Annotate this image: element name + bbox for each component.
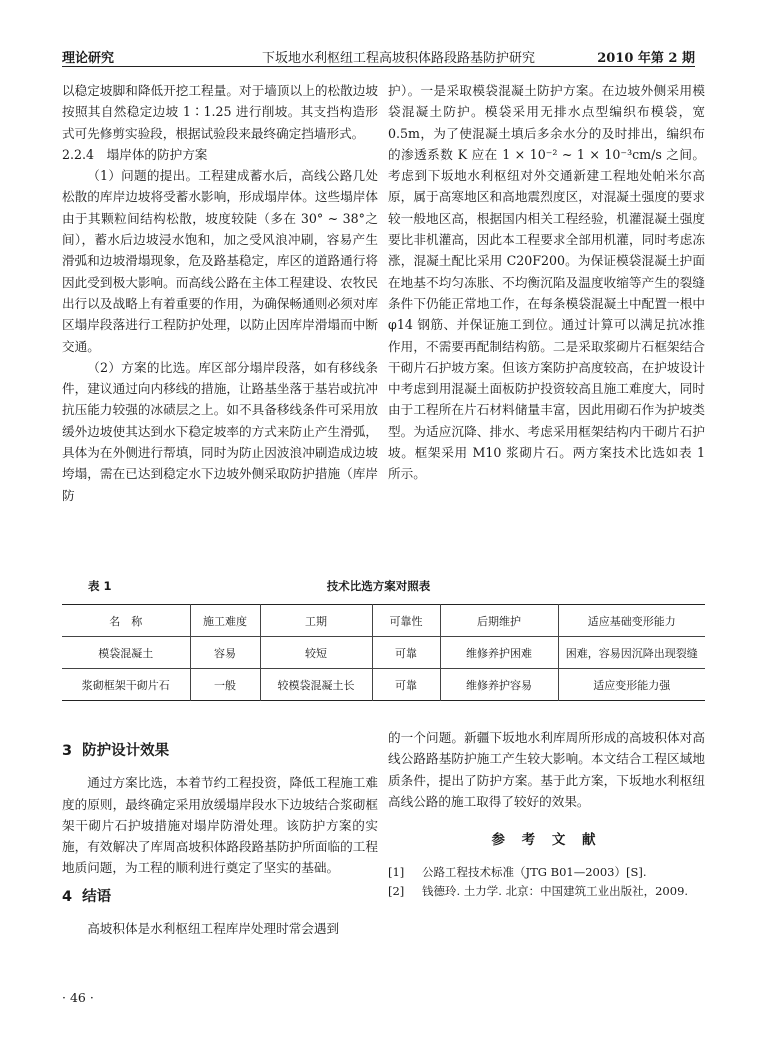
paragraph: 以稳定坡脚和降低开挖工程量。对于墙顶以上的松散边坡按照其自然稳定边坡 1∶1.25 进行削坡。其支挡构造形式可先修剪实验段，根据试验段来最终确定挡墙形式。 (62, 83, 378, 141)
table-cell: 模袋混凝土 (98, 646, 154, 660)
table-header-row (62, 605, 705, 637)
table-cell: 维修养护困难 (440, 637, 558, 669)
paragraph: 通过方案比选，本着节约工程投资，降低工程施工难度的原则，最终确定采用放缓塌岸段水下边坡结合浆砌框架干砌片石护坡措施对塌岸防滑处理。该防护方案的实施，有效解决了库周高坡积体路段路基防护所面临的工程地质问题，为工程的顺利进行奠定了坚实的基础。 (62, 775, 378, 876)
paragraph: 护）。一是采取模袋混凝土防护方案。在边坡外侧采用模袋混凝土防护。模袋采用无排水点型编织布模袋，宽 0.5m，为了使混凝土填后多余水分的及时排出，编织布的渗透系数 K 应在 1 × 10⁻² ~ 1 × 10⁻³cm/s 之间。考虑到下坂地水利枢纽对外交通新建工程地处帕米尔高原，属于高寒地区和高地震烈度区，对混凝土强度的要求较一般地区高，根据国内相关工程经验，机灌混凝土强度要比非机灌高，因此本工程要求全部用机灌，同时考虑冻涨，混凝土配比采用 C20F200。为保证模袋混凝土护面在地基不均匀冻胀、不均衡沉陷及温度收缩等产生的裂缝条件下仍能正常地工作，在每条模袋混凝土中配置一根中 φ14 钢筋、并保证施工到位。通过计算可以满足抗冰推作用，不需要再配制结构筋。二是采取浆砌片石框架结合干砌片石护坡方案。但该方案防护高度较高，在护坡设计中考虑到用混凝土面板防护投资较高且施工难度大，同时由于工程所在片石材料储量丰富，因此用砌石作为护坡类型。为适应沉降、排水、考虑采用框架结构内干砌片石护坡。框架采用 M10 浆砌片石。两方案技术比选如表 1 所示。 (388, 83, 705, 482)
table-cell: 可靠 (372, 637, 440, 669)
table-cell: 较短 (260, 637, 372, 669)
table-header-cell: 可靠性 (372, 605, 440, 637)
table-cell: 适应变形能力强 (558, 669, 705, 701)
paragraph: 的一个问题。新疆下坂地水利库周所形成的高坡积体对高线公路路基防护施工产生较大影响。本文结合工程区域地质条件，提出了防护方案。基于此方案，下坂地水利枢纽高线公路的施工取得了较好的效果。 (388, 730, 705, 809)
table-header-cell: 工期 (260, 605, 372, 637)
table-title: 技术比选方案对照表 (326, 579, 431, 593)
paragraph: （2）方案的比选。库区部分塌岸段落，如有移线条件，建议通过向内移线的措施，让路基坐落于基岩或抗冲抗压能力较强的冰碛层之上。如不具备移线条件可采用放缓外边坡使其达到水下稳定坡率的方式来防止产生滑弧，具体为在外侧进行帮填，同时为防止因波浪冲刷造成边坡垮塌，需在已达到稳定水下边坡外侧采取防护措施（库岸防 (62, 359, 378, 503)
table-header-cell: 名 称 (109, 614, 143, 628)
section-heading-3: 3 防护设计效果 (62, 743, 170, 759)
left-column-top (62, 80, 378, 506)
comparison-table (62, 604, 705, 701)
subsection-heading: 2.2.4 塌岸体的防护方案 (62, 146, 208, 162)
right-column-bottom (388, 727, 705, 901)
table-header-cell: 施工难度 (190, 605, 260, 637)
header-title: 下坂地水利枢纽工程高坡积体路段路基防护研究 (262, 51, 536, 66)
table-header-cell: 后期维护 (440, 605, 558, 637)
table-cell: 维修养护容易 (440, 669, 558, 701)
reference-item: [2] 钱德玲. 土力学. 北京：中国建筑工业出版社，2009. (388, 884, 689, 899)
table-row (62, 669, 705, 701)
table-cell: 困难，容易因沉降出现裂缝 (558, 637, 705, 669)
table-row (62, 637, 705, 669)
section-heading-4: 4 结语 (62, 888, 112, 905)
header-section: 理论研究 (62, 51, 115, 66)
paragraph: （1）问题的提出。工程建成蓄水后，高线公路几处松散的库岸边坡将受蓄水影响，形成塌岸体。这些塌岸体由于其颗粒间结构松散，坡度较陡（多在 30° ~ 38°之间），蓄水后边坡浸水饱和，加之受风浪冲刷，容易产生滑弧和边坡滑塌现象，危及路基稳定，库区的道路通行将因此受到极大影响。而高线公路在主体工程建设、农牧民出行以及战略上有着重要的作用，为确保畅通则必须对库区塌岸段落进行工程防护处理，以防止因库岸滑塌而中断交通。 (62, 168, 378, 354)
running-header (62, 44, 695, 67)
left-column-bottom (62, 733, 378, 939)
table-cell: 浆砌框架干砌片石 (81, 678, 170, 692)
table-cell: 容易 (190, 637, 260, 669)
table-cell: 较模袋混凝土长 (260, 669, 372, 701)
page-number: · 46 · (62, 990, 94, 1005)
header-issue: 2010 年第 2 期 (597, 51, 695, 66)
references-heading: 参 考 文 献 (491, 832, 602, 849)
table-cell: 一般 (190, 669, 260, 701)
right-column-top (388, 80, 705, 485)
paragraph: 高坡积体是水利枢纽工程库岸处理时常会遇到 (87, 921, 340, 937)
table-label: 表 1 (88, 579, 112, 593)
reference-item: [1] 公路工程技术标准（JTG B01—2003）[S]. (388, 865, 647, 880)
table-cell: 可靠 (372, 669, 440, 701)
table-header-cell: 适应基础变形能力 (558, 605, 705, 637)
